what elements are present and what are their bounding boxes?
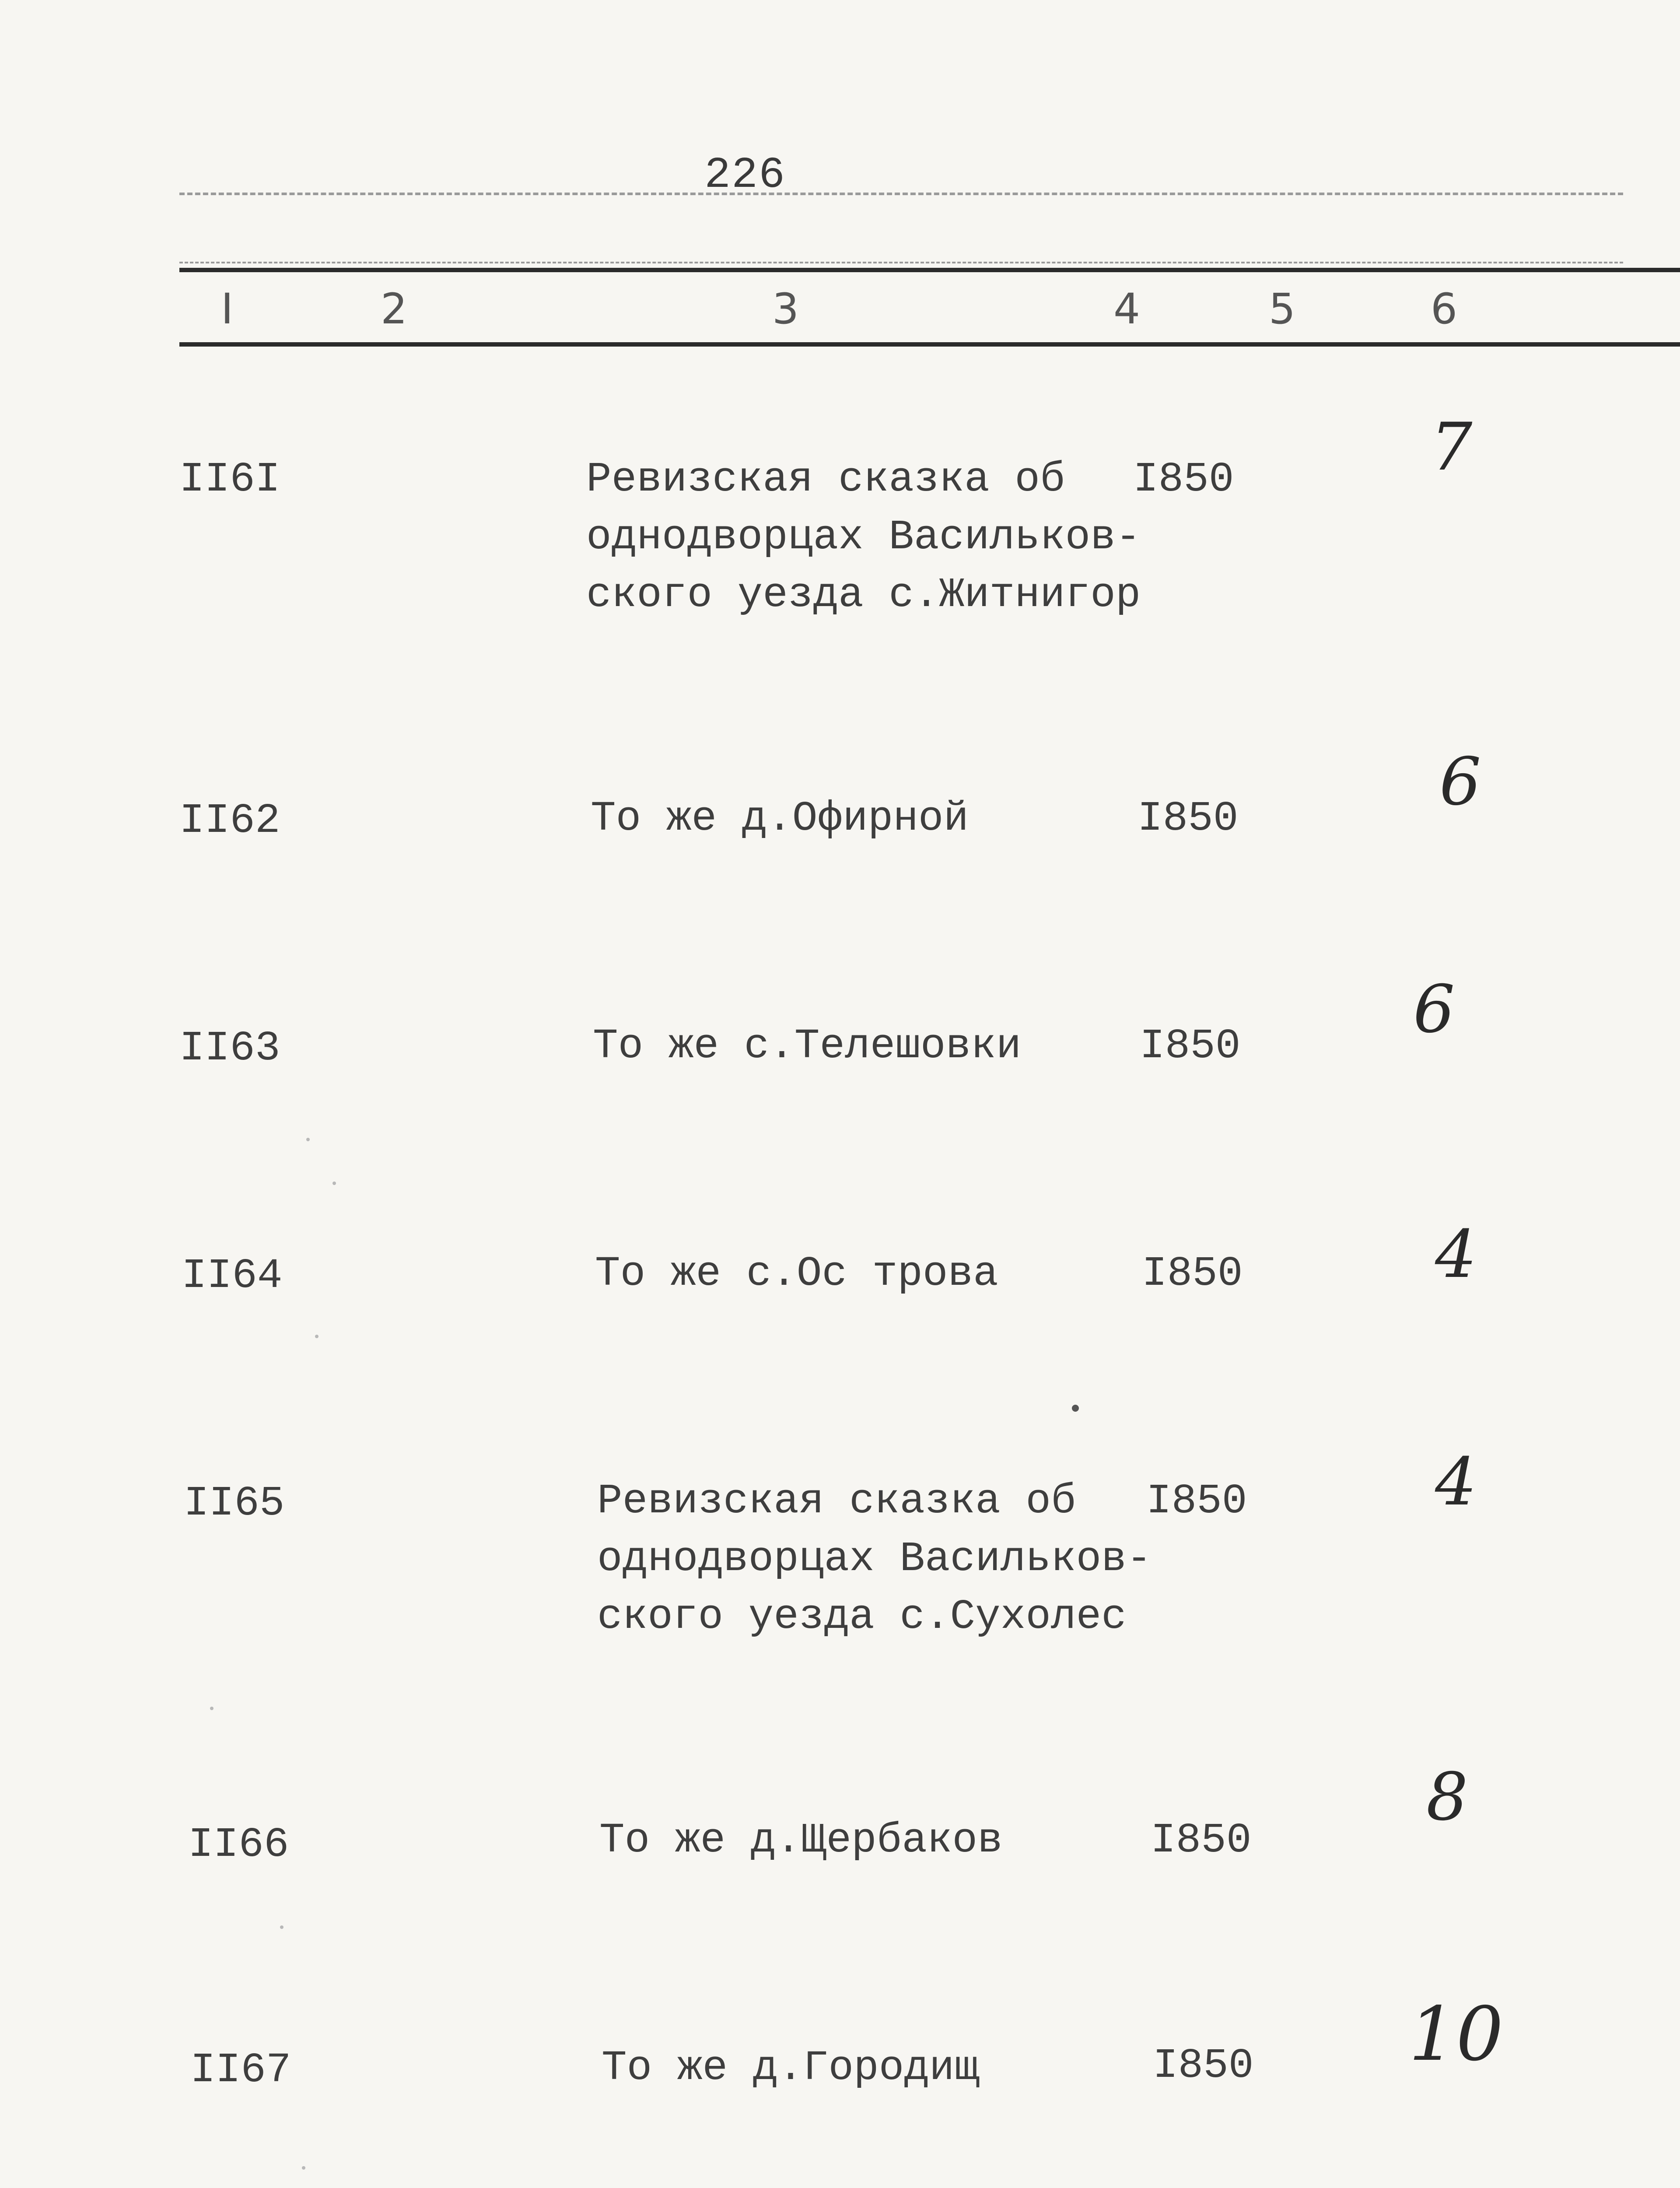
description-line: однодворцах Васильков- [597,1535,1152,1583]
description-line: однодворцах Васильков- [586,513,1141,561]
scan-speck [280,1925,284,1929]
record-description [586,451,1141,624]
description-line: ского уезда с.Житнигор [586,571,1141,619]
record-description [602,2039,980,2097]
record-description [595,1245,998,1303]
record-number: II65 [184,1480,285,1527]
header-dashed-line [179,262,1623,263]
record-year: I850 [1142,1250,1243,1297]
scan-speck [1072,1405,1079,1412]
record-number: II66 [188,1821,289,1869]
record-description [599,1812,1003,1869]
description-line: То же с.Ос трова [595,1250,998,1297]
record-description [593,1017,1021,1075]
scan-speck [302,2166,305,2170]
scan-speck [306,1138,310,1141]
description-line: Ревизская сказка об [597,1477,1076,1525]
scan-speck [332,1182,336,1185]
column-header-2: 2 [381,284,408,333]
top-dashed-line [179,193,1623,195]
scan-speck [210,1707,214,1710]
description-line: То же с.Телешовки [593,1022,1022,1070]
handwritten-sheet-count: 6 [1413,971,1455,1048]
header-bottom-rule [179,342,1680,347]
record-year: I850 [1153,2042,1254,2090]
record-description [597,1473,1152,1646]
description-line: Ревизская сказка об [586,456,1065,503]
page-number: 226 [704,151,786,200]
description-line: То же д.Офирной [591,795,969,842]
record-description [591,790,969,848]
handwritten-sheet-count: 7 [1431,409,1473,485]
handwritten-sheet-count: 10 [1409,1991,1504,2078]
record-number: II67 [190,2046,291,2094]
record-year: I850 [1133,456,1234,503]
record-year: I850 [1146,1477,1247,1525]
description-line: То же д.Городищ [602,2044,980,2092]
column-header-1: I [221,284,234,333]
column-header-6: 6 [1431,284,1458,333]
handwritten-sheet-count: 6 [1439,744,1481,820]
column-header-4: 4 [1113,284,1141,333]
column-header-3: 3 [772,284,799,333]
record-year: I850 [1138,795,1239,842]
record-number: II63 [179,1024,280,1072]
handwritten-sheet-count: 4 [1435,1217,1477,1293]
column-header-5: 5 [1269,284,1296,333]
record-number: II6I [179,456,280,503]
scan-speck [315,1335,318,1338]
header-top-rule [179,268,1680,272]
description-line: ского уезда с.Сухолес [597,1593,1127,1641]
record-number: II62 [179,797,280,845]
description-line: То же д.Щербаков [599,1816,1003,1864]
handwritten-sheet-count: 8 [1426,1759,1468,1835]
handwritten-sheet-count: 4 [1435,1444,1477,1520]
record-year: I850 [1151,1816,1252,1864]
record-number: II64 [182,1252,283,1300]
record-year: I850 [1140,1022,1241,1070]
